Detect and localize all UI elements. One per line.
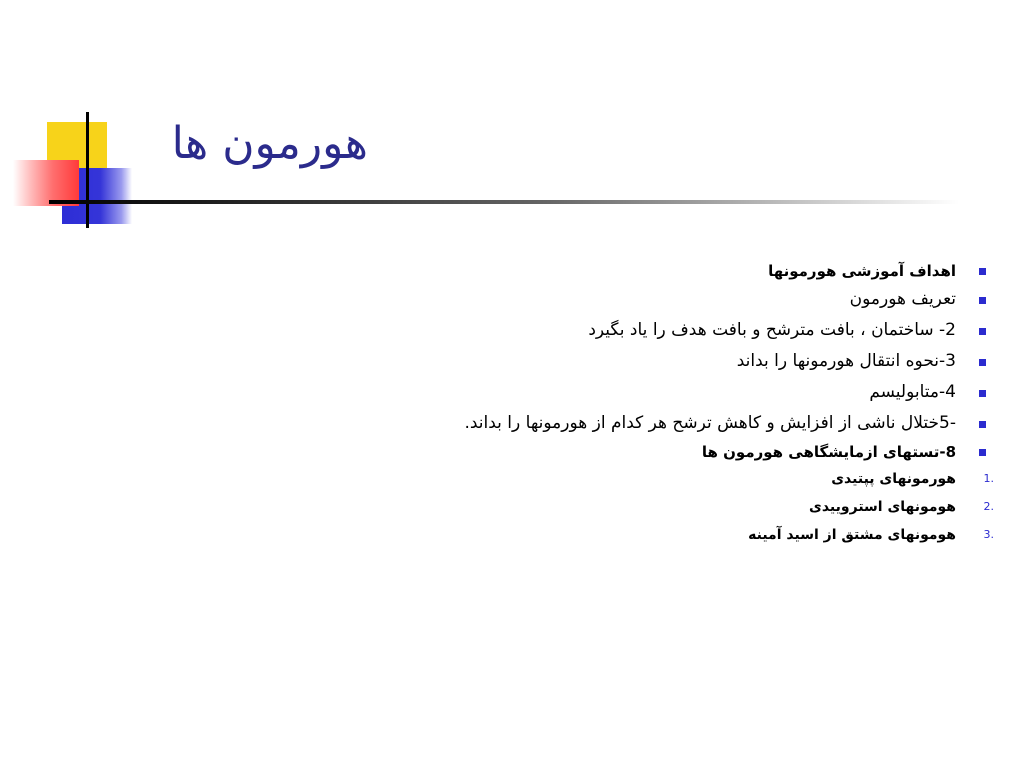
bullet-item bbox=[316, 439, 956, 465]
square-bullet-icon bbox=[979, 297, 986, 304]
item-number: 1. bbox=[983, 472, 994, 485]
square-bullet-icon bbox=[979, 328, 986, 335]
bullet-text: 2- ساختمان ، بافت مترشح و بافت هدف را یاد بگیرد bbox=[588, 320, 956, 340]
numbered-text: هومونهای استروییدی bbox=[809, 499, 956, 515]
numbered-item bbox=[316, 521, 994, 549]
bullet-text: 4-متابولیسم bbox=[869, 382, 956, 402]
bullet-item bbox=[316, 258, 956, 284]
bullet-text: 3-نحوه انتقال هورمونها را بداند bbox=[736, 351, 956, 371]
numbered-text: هومونهای مشتق از اسید آمینه bbox=[748, 527, 956, 543]
square-bullet-icon bbox=[979, 390, 986, 397]
square-bullet-icon bbox=[979, 421, 986, 428]
square-bullet-icon bbox=[979, 268, 986, 275]
numbered-text: هورمونهای پپتیدی bbox=[831, 471, 956, 487]
decor-vertical-line bbox=[86, 112, 89, 228]
item-number: 2. bbox=[983, 500, 994, 513]
bullet-text: -5ختلال ناشی از افزایش و کاهش ترشح هر کدام از هورمونها را بداند. bbox=[464, 413, 956, 433]
bullet-item bbox=[316, 315, 956, 346]
bullet-text: اهداف آموزشی هورمونها bbox=[768, 262, 956, 280]
bullet-item bbox=[316, 346, 956, 377]
numbered-item bbox=[316, 493, 994, 521]
bullet-item bbox=[316, 284, 956, 315]
slide-content bbox=[316, 258, 994, 549]
title-underline bbox=[49, 200, 959, 204]
bullet-text: تعریف هورمون bbox=[849, 289, 956, 309]
slide-title: هورمون ها bbox=[171, 118, 368, 169]
square-bullet-icon bbox=[979, 449, 986, 456]
bullet-text: 8-تستهای ازمایشگاهی هورمون ها bbox=[701, 443, 956, 461]
bullet-item bbox=[316, 408, 956, 439]
square-bullet-icon bbox=[979, 359, 986, 366]
numbered-item bbox=[316, 465, 994, 493]
bullet-item bbox=[316, 377, 956, 408]
item-number: 3. bbox=[983, 528, 994, 541]
